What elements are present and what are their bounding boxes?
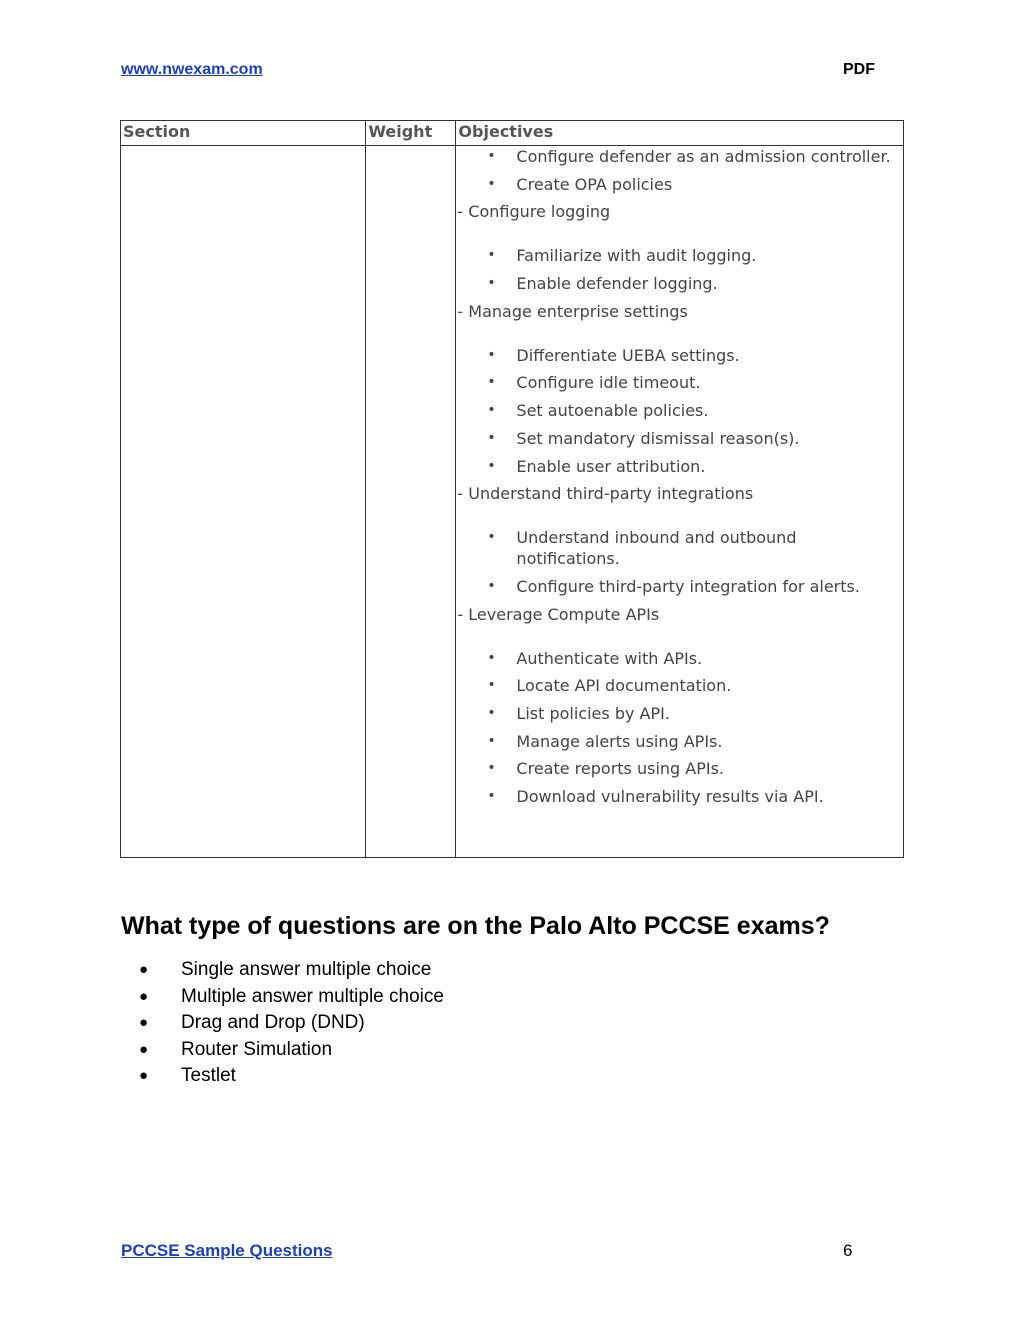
group-list	[456, 345, 903, 477]
group-list	[456, 527, 903, 597]
header-section: Section	[121, 121, 366, 146]
list-item: • Differentiate UEBA settings.	[456, 345, 903, 366]
list-item: • Configure defender as an admission controller.	[456, 146, 903, 167]
list-item: • Enable user attribution.	[456, 456, 903, 477]
lead-list	[456, 146, 903, 195]
list-item: • Familiarize with audit logging.	[456, 245, 903, 266]
list-item: ● Single answer multiple choice	[121, 957, 444, 984]
list-item: ● Multiple answer multiple choice	[121, 984, 444, 1011]
list-item: • Create reports using APIs.	[456, 758, 903, 779]
site-link[interactable]: www.nwexam.com	[121, 61, 263, 78]
list-item: • Authenticate with APIs.	[456, 648, 903, 669]
footer-link[interactable]: PCCSE Sample Questions	[121, 1241, 333, 1260]
list-item: • List policies by API.	[456, 703, 903, 724]
header-weight: Weight	[366, 121, 456, 146]
list-item: • Locate API documentation.	[456, 675, 903, 696]
page-number: 6	[843, 1241, 853, 1260]
list-item: • Understand inbound and outbound notifications.	[456, 527, 903, 569]
section-cell	[121, 146, 366, 858]
table-row	[121, 146, 904, 858]
question-types-list	[121, 957, 444, 1090]
pdf-label: PDF	[843, 61, 875, 78]
list-item: • Manage alerts using APIs.	[456, 731, 903, 752]
list-item: ● Drag and Drop (DND)	[121, 1010, 444, 1037]
group-title: - Manage enterprise settings	[457, 301, 688, 321]
group-title: - Leverage Compute APIs	[457, 604, 660, 624]
objectives-table	[120, 120, 904, 858]
group-title: - Understand third-party integrations	[457, 484, 754, 504]
weight-cell	[366, 146, 456, 858]
header-objectives: Objectives	[456, 121, 904, 146]
list-item: • Set autoenable policies.	[456, 400, 903, 421]
list-item: • Download vulnerability results via API.	[456, 786, 903, 807]
list-item: ● Router Simulation	[121, 1037, 444, 1064]
list-item: • Set mandatory dismissal reason(s).	[456, 428, 903, 449]
table-header-row	[121, 121, 904, 146]
group-list	[456, 648, 903, 807]
list-item: ● Testlet	[121, 1063, 444, 1090]
objectives-cell	[456, 146, 904, 858]
group-list	[456, 245, 903, 294]
list-item: • Enable defender logging.	[456, 273, 903, 294]
section-heading: What type of questions are on the Palo Alto PCCSE exams?	[121, 912, 830, 940]
list-item: • Configure idle timeout.	[456, 372, 903, 393]
group-title: - Configure logging	[457, 202, 611, 222]
list-item: • Create OPA policies	[456, 174, 903, 195]
list-item: • Configure third-party integration for alerts.	[456, 576, 903, 597]
